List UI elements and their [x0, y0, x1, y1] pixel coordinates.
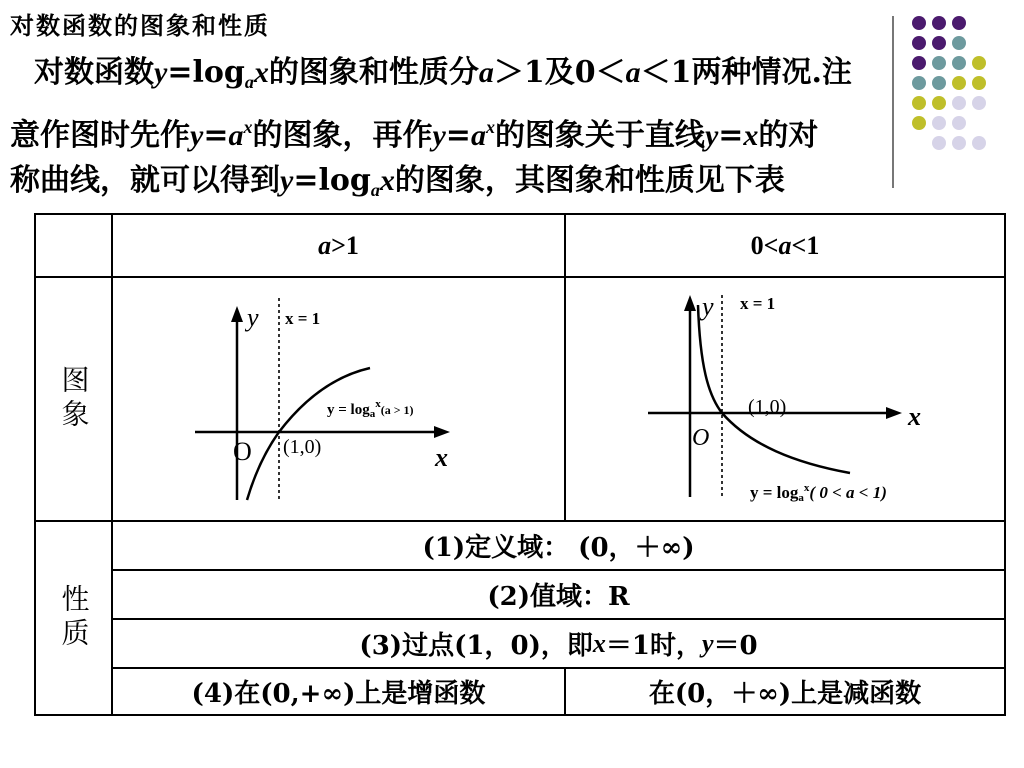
point-label: (1,0) [748, 396, 787, 418]
dot [952, 36, 966, 50]
property-domain [113, 522, 1004, 569]
text: x [803, 482, 810, 494]
text: = [445, 118, 471, 153]
var-y: y [432, 119, 446, 152]
dot [952, 16, 966, 30]
text: y = log [750, 483, 799, 502]
var-a: a [370, 180, 380, 200]
origin-label: O [692, 425, 710, 451]
table-rule [36, 276, 1004, 278]
var-x: x [243, 117, 253, 137]
text: 意作图时先作 [10, 118, 190, 153]
var-a: a [318, 230, 332, 260]
var-x: x [485, 117, 495, 137]
text: a [369, 408, 376, 420]
x-axis-arrow [434, 426, 450, 438]
text: 的图象，其图象和性质见下表 [394, 163, 785, 198]
intro-line-3 [10, 158, 990, 213]
var-y: y [190, 119, 204, 152]
x-label: x [435, 443, 448, 472]
x-label: x [908, 402, 921, 431]
y-axis-arrow [231, 306, 243, 322]
text: y = log [327, 402, 370, 418]
var-a: a [478, 56, 494, 89]
text: ＝0 [713, 631, 758, 661]
dot [932, 36, 946, 50]
var-a: a [625, 56, 641, 89]
text: =log [293, 163, 371, 198]
dot [912, 16, 926, 30]
var-y: y [154, 56, 168, 89]
text: 对数函数 [34, 55, 154, 90]
var-x: x [743, 119, 759, 152]
text: = [718, 118, 744, 153]
text: =log [167, 55, 245, 90]
property-fixed-point [113, 620, 1004, 667]
asymptote-label: x = 1 [740, 294, 776, 313]
row-label-graph [36, 278, 111, 520]
text: 的对 [758, 118, 819, 153]
text: ＞1及0＜ [493, 55, 626, 90]
text: (1)定义域： (0，＋∞) [422, 533, 695, 563]
var-y: y [280, 164, 294, 197]
var-y: y [701, 628, 714, 658]
text: (4)在(0,+∞)上是增函数 [191, 679, 486, 709]
text: 的图象，再作 [252, 118, 433, 153]
text: ＜1两种情况.注 [640, 55, 852, 90]
text: 的图象关于直线 [494, 118, 705, 153]
text: ( 0 < a < 1) [809, 483, 887, 502]
slide-title: 对数函数的图象和性质 [10, 11, 270, 40]
curve-decreasing [698, 305, 850, 473]
intro-line-1 [10, 50, 990, 105]
dot [912, 36, 926, 50]
y-axis-arrow [684, 295, 696, 311]
text: >1 [331, 230, 359, 260]
graph-log-decreasing [630, 285, 965, 518]
x-axis-arrow [886, 407, 902, 419]
var-x: x [592, 628, 606, 658]
text: 0< [750, 230, 779, 260]
property-decreasing [566, 669, 1004, 714]
header-a-gt-1 [113, 215, 564, 276]
text: 在(0，＋∞)上是减函数 [648, 679, 922, 709]
property-range [113, 571, 1004, 618]
text: x [375, 398, 381, 410]
intro-paragraph [10, 50, 990, 213]
intro-line-2 [10, 105, 990, 158]
y-label: y [247, 303, 259, 332]
var-x: x [253, 56, 269, 89]
property-increasing [113, 669, 564, 714]
asymptote-label: x = 1 [285, 309, 321, 328]
text: = [203, 118, 229, 153]
var-a: a [778, 230, 792, 260]
dot [932, 16, 946, 30]
var-a: a [244, 72, 254, 92]
text: 的图象和性质分 [268, 55, 479, 90]
text: (3)过点(1，0)，即 [359, 631, 593, 661]
y-label: y [702, 292, 714, 321]
var-y: y [704, 119, 719, 152]
var-a: a [228, 119, 244, 152]
text: 称曲线，就可以得到 [10, 163, 280, 198]
text: 性质 [57, 584, 91, 652]
curve-label [327, 398, 414, 420]
text: a [798, 492, 804, 504]
graph-log-increasing [185, 288, 475, 510]
point-label: (1,0) [283, 436, 322, 458]
text: (2)值域：R [487, 582, 630, 612]
curve-increasing [247, 368, 370, 500]
curve-label [750, 482, 887, 504]
text: 图象 [57, 365, 91, 433]
text: (a > 1) [380, 403, 414, 417]
header-a-lt-1 [566, 215, 1004, 276]
var-x: x [379, 164, 395, 197]
text: <1 [791, 230, 820, 260]
origin-label: O [233, 437, 252, 466]
var-a: a [470, 119, 486, 152]
text: ＝1时， [605, 631, 702, 661]
row-label-properties [36, 522, 111, 714]
